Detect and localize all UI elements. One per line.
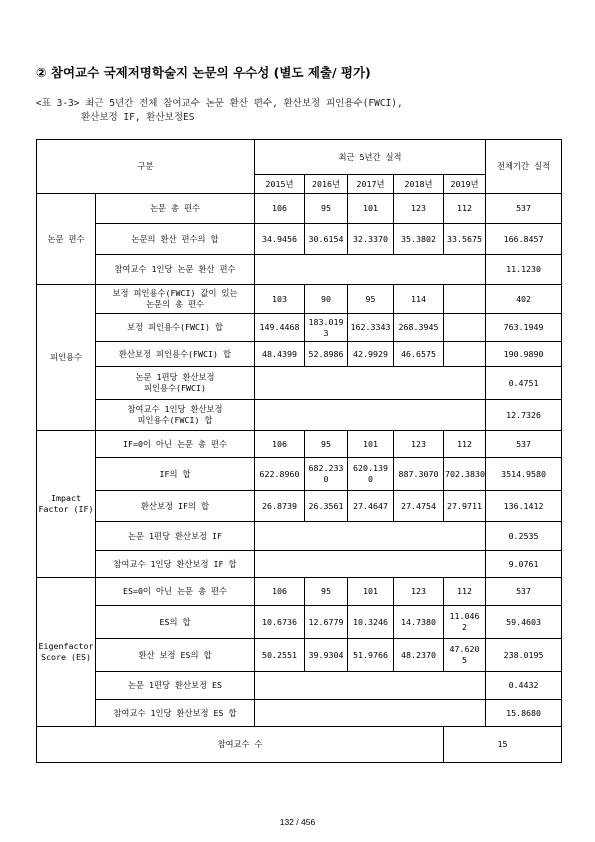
- year-value-text: 51.9766: [353, 649, 388, 660]
- row-label-line-1: 논문 1편당 환산보정: [135, 372, 215, 382]
- total-value: 9.0761: [486, 551, 562, 578]
- year-value: [394, 491, 444, 522]
- faculty-count-label: 참여교수 수: [37, 727, 444, 763]
- year-value-text: 52.8986: [308, 348, 344, 359]
- year-value-text: 112: [457, 586, 473, 596]
- year-value-text: 123: [411, 586, 426, 596]
- performance-table: [36, 139, 562, 763]
- year-value-text: 39.9304: [308, 649, 344, 660]
- table-row: [37, 672, 562, 700]
- year-value: [255, 314, 305, 342]
- empty-cell: [255, 522, 486, 551]
- year-value: [348, 285, 394, 314]
- year-value: [444, 606, 486, 639]
- total-value: 3514.9580: [486, 458, 562, 491]
- year-value: [348, 194, 394, 224]
- year-value-text: 268.3945: [398, 322, 439, 332]
- year-value: [348, 639, 394, 672]
- row-label: ES의 합: [96, 606, 255, 639]
- year-value: [255, 285, 305, 314]
- table-row: [37, 342, 562, 367]
- year-value-text: 34.9456: [262, 233, 297, 244]
- table-row: [37, 639, 562, 672]
- year-value: [348, 606, 394, 639]
- row-label: 참여교수 1인당 환산보정 ES 합: [96, 700, 255, 727]
- year-value: [348, 578, 394, 606]
- year-value: [444, 431, 486, 458]
- year-value-text: 35.3802: [401, 233, 436, 244]
- header-total-period: 전체기간 실적: [486, 140, 562, 194]
- year-value-text: 26.8739: [262, 500, 297, 511]
- group-label: [37, 578, 96, 727]
- year-value: [305, 285, 348, 314]
- year-value: [394, 458, 444, 491]
- header-year: 2019년: [444, 175, 486, 194]
- year-value-text: 114: [411, 293, 426, 304]
- year-value-text: 123: [411, 203, 426, 213]
- group-label: 논문 편수: [37, 194, 96, 285]
- table-row: [37, 700, 562, 727]
- table-row: [37, 578, 562, 606]
- year-value: [305, 194, 348, 224]
- year-value-text: 30.6154: [308, 233, 344, 244]
- year-value: [255, 431, 305, 458]
- year-value: [348, 314, 394, 342]
- year-value-text: 123: [411, 438, 426, 449]
- empty-cell: [255, 672, 486, 700]
- table-row: [37, 431, 562, 458]
- year-value: [305, 342, 348, 367]
- year-value: [444, 342, 486, 367]
- row-label: 참여교수 1인당 논문 환산 편수: [96, 255, 255, 285]
- group-label-line-1: Impact: [51, 493, 81, 503]
- row-label: 논문 1편당 환산보정 ES: [96, 672, 255, 700]
- year-value: [444, 639, 486, 672]
- year-value-text: 183.019: [308, 316, 344, 327]
- year-value-text: 0: [368, 474, 373, 484]
- year-value: [444, 224, 486, 255]
- year-value-text: 101: [363, 203, 378, 213]
- year-value-text: 0: [323, 474, 329, 484]
- total-value: 238.0195: [486, 639, 562, 672]
- year-value-text: 95: [321, 203, 331, 213]
- year-value-text: 101: [363, 438, 378, 449]
- year-value-text: 48.4399: [262, 348, 297, 359]
- row-label: 환산보정 피인용수(FWCI) 합: [96, 342, 255, 367]
- year-value: [394, 606, 444, 639]
- year-value: [305, 431, 348, 458]
- empty-cell: [255, 700, 486, 727]
- row-label: [96, 367, 255, 400]
- year-value: [348, 431, 394, 458]
- year-value-text: 33.5675: [447, 233, 483, 244]
- row-label-line-2: 피인용수(FWCI) 합: [137, 415, 213, 425]
- header-category: 구분: [37, 140, 255, 194]
- year-value-text: 3: [323, 327, 329, 338]
- year-value-text: 26.3561: [308, 500, 344, 511]
- total-value: 0.2535: [486, 522, 562, 551]
- total-value: 537: [486, 578, 562, 606]
- year-value-text: 162.3343: [350, 322, 391, 332]
- total-value: 190.9890: [486, 342, 562, 367]
- header-year: 2016년: [305, 175, 348, 194]
- caption-line-2: 환산보정 IF, 환산보정ES: [81, 112, 195, 123]
- total-value: 402: [486, 285, 562, 314]
- year-value-text: 47.620: [449, 644, 480, 654]
- year-value-text: 149.4468: [259, 322, 300, 332]
- year-value-text: 42.9929: [353, 348, 388, 359]
- year-value: [255, 194, 305, 224]
- year-value: [255, 458, 305, 491]
- total-value: 537: [486, 431, 562, 458]
- table-row: [37, 727, 562, 763]
- header-year: 2017년: [348, 175, 394, 194]
- year-value-text: 5: [462, 655, 468, 665]
- row-label: 보정 피인용수(FWCI) 합: [96, 314, 255, 342]
- year-value-text: 106: [272, 438, 287, 449]
- page-number: 132 / 456: [279, 817, 316, 827]
- total-value: 0.4751: [486, 367, 562, 400]
- table-row: [37, 522, 562, 551]
- total-value: 763.1949: [486, 314, 562, 342]
- year-value: [394, 639, 444, 672]
- year-value: [394, 431, 444, 458]
- table-row: [37, 606, 562, 639]
- row-label: 환산보정 IF의 합: [96, 491, 255, 522]
- row-label: [96, 400, 255, 431]
- year-value: [255, 639, 305, 672]
- year-value: [394, 285, 444, 314]
- year-value-text: 27.4754: [401, 500, 436, 511]
- group-label-line-1: Eigenfactor: [38, 641, 94, 651]
- year-value-text: 702.3830: [445, 468, 485, 479]
- year-value-text: 620.139: [353, 463, 388, 473]
- year-value-text: 11.046: [449, 611, 480, 621]
- table-row: [37, 458, 562, 491]
- year-value-text: 27.4647: [353, 500, 388, 511]
- year-value: [255, 491, 305, 522]
- year-value-text: 101: [363, 586, 378, 596]
- row-label: 논문의 환산 편수의 합: [96, 224, 255, 255]
- year-value: [394, 194, 444, 224]
- year-value-text: 112: [457, 203, 473, 213]
- year-value-text: 48.2370: [401, 649, 436, 660]
- faculty-count-value: 15: [444, 727, 562, 763]
- year-value-text: 90: [321, 293, 331, 304]
- total-value: 11.1230: [486, 255, 562, 285]
- group-label: [37, 431, 96, 578]
- year-value-text: 112: [457, 438, 473, 449]
- year-value-text: 622.8960: [259, 468, 300, 479]
- year-value-text: 106: [272, 586, 287, 596]
- table-row: [37, 255, 562, 285]
- total-value: 15.8680: [486, 700, 562, 727]
- year-value: [255, 342, 305, 367]
- total-value: 166.8457: [486, 224, 562, 255]
- year-value: [255, 578, 305, 606]
- year-value-text: 95: [365, 293, 376, 304]
- year-value: [444, 458, 486, 491]
- year-value: [394, 224, 444, 255]
- total-value: 537: [486, 194, 562, 224]
- year-value-text: 32.3370: [353, 233, 388, 244]
- year-value: [444, 314, 486, 342]
- header-year: 2018년: [394, 175, 444, 194]
- row-label-line-2: 피인용수(FWCI): [143, 383, 207, 393]
- total-value: 0.4432: [486, 672, 562, 700]
- year-value: [444, 285, 486, 314]
- total-value: 136.1412: [486, 491, 562, 522]
- row-label: [96, 285, 255, 314]
- year-value: [305, 224, 348, 255]
- header-year: 2015년: [255, 175, 305, 194]
- year-value-text: 2: [462, 622, 468, 632]
- year-value-text: 95: [321, 586, 331, 596]
- year-value: [444, 491, 486, 522]
- year-value-text: 12.6779: [308, 616, 344, 627]
- total-value: 59.4603: [486, 606, 562, 639]
- year-value-text: 682.233: [308, 463, 344, 473]
- row-label-line-1: 참여교수 1인당 환산보정: [127, 404, 223, 414]
- year-value: [255, 606, 305, 639]
- row-label: ES=0이 아닌 논문 총 편수: [96, 578, 255, 606]
- table-row: [37, 367, 562, 400]
- table-row: [37, 224, 562, 255]
- year-value: [305, 458, 348, 491]
- table-row: [37, 551, 562, 578]
- table-row: [37, 285, 562, 314]
- row-label: 논문 총 편수: [96, 194, 255, 224]
- year-value-text: 887.3070: [398, 468, 439, 479]
- year-value-text: 46.6575: [401, 348, 436, 359]
- table-row: [37, 400, 562, 431]
- year-value: [348, 491, 394, 522]
- year-value-text: 95: [321, 438, 331, 449]
- year-value-text: 103: [272, 293, 287, 304]
- table-row: [37, 314, 562, 342]
- section-heading: ② 참여교수 국제저명학술지 논문의 우수성 (별도 제출/ 평가): [36, 65, 371, 80]
- year-value: [305, 578, 348, 606]
- year-value: [348, 458, 394, 491]
- year-value-text: 10.3246: [353, 616, 388, 627]
- year-value: [444, 194, 486, 224]
- row-label-line-2: 논문의 총 편수: [145, 299, 205, 309]
- group-label: 피인용수: [37, 285, 96, 431]
- header-recent-5yr: 최근 5년간 실적: [255, 140, 486, 175]
- year-value: [305, 491, 348, 522]
- year-value-text: 10.6736: [262, 616, 297, 627]
- row-label: IF=0이 아닌 논문 총 편수: [96, 431, 255, 458]
- year-value: [394, 342, 444, 367]
- year-value-text: 14.7380: [401, 616, 436, 627]
- row-label: IF의 합: [96, 458, 255, 491]
- total-value: 12.7326: [486, 400, 562, 431]
- empty-cell: [255, 551, 486, 578]
- year-value: [348, 342, 394, 367]
- year-value-text: 106: [272, 203, 287, 213]
- caption-line-1: <표 3-3> 최근 5년간 전체 참여교수 논문 환산 편수, 환산보정 피인용수(FWCI),: [36, 98, 403, 109]
- year-value: [255, 224, 305, 255]
- year-value-text: 50.2551: [262, 649, 297, 660]
- year-value: [394, 578, 444, 606]
- group-label-line-2: Score (ES): [41, 652, 91, 662]
- year-value: [305, 314, 348, 342]
- year-value: [444, 578, 486, 606]
- row-label: 참여교수 1인당 환산보정 IF 합: [96, 551, 255, 578]
- year-value: [305, 606, 348, 639]
- row-label: 논문 1편당 환산보정 IF: [96, 522, 255, 551]
- table-caption: [36, 97, 403, 125]
- row-label: 환산 보정 ES의 합: [96, 639, 255, 672]
- empty-cell: [255, 367, 486, 400]
- year-value-text: 27.9711: [447, 500, 483, 511]
- year-value: [394, 314, 444, 342]
- empty-cell: [255, 400, 486, 431]
- year-value: [305, 639, 348, 672]
- table-row: [37, 194, 562, 224]
- empty-cell: [255, 255, 486, 285]
- table-row: [37, 491, 562, 522]
- row-label-line-1: 보정 피인용수(FWCI) 값이 있는: [112, 288, 238, 298]
- year-value: [348, 224, 394, 255]
- group-label-line-2: Factor (IF): [38, 504, 94, 514]
